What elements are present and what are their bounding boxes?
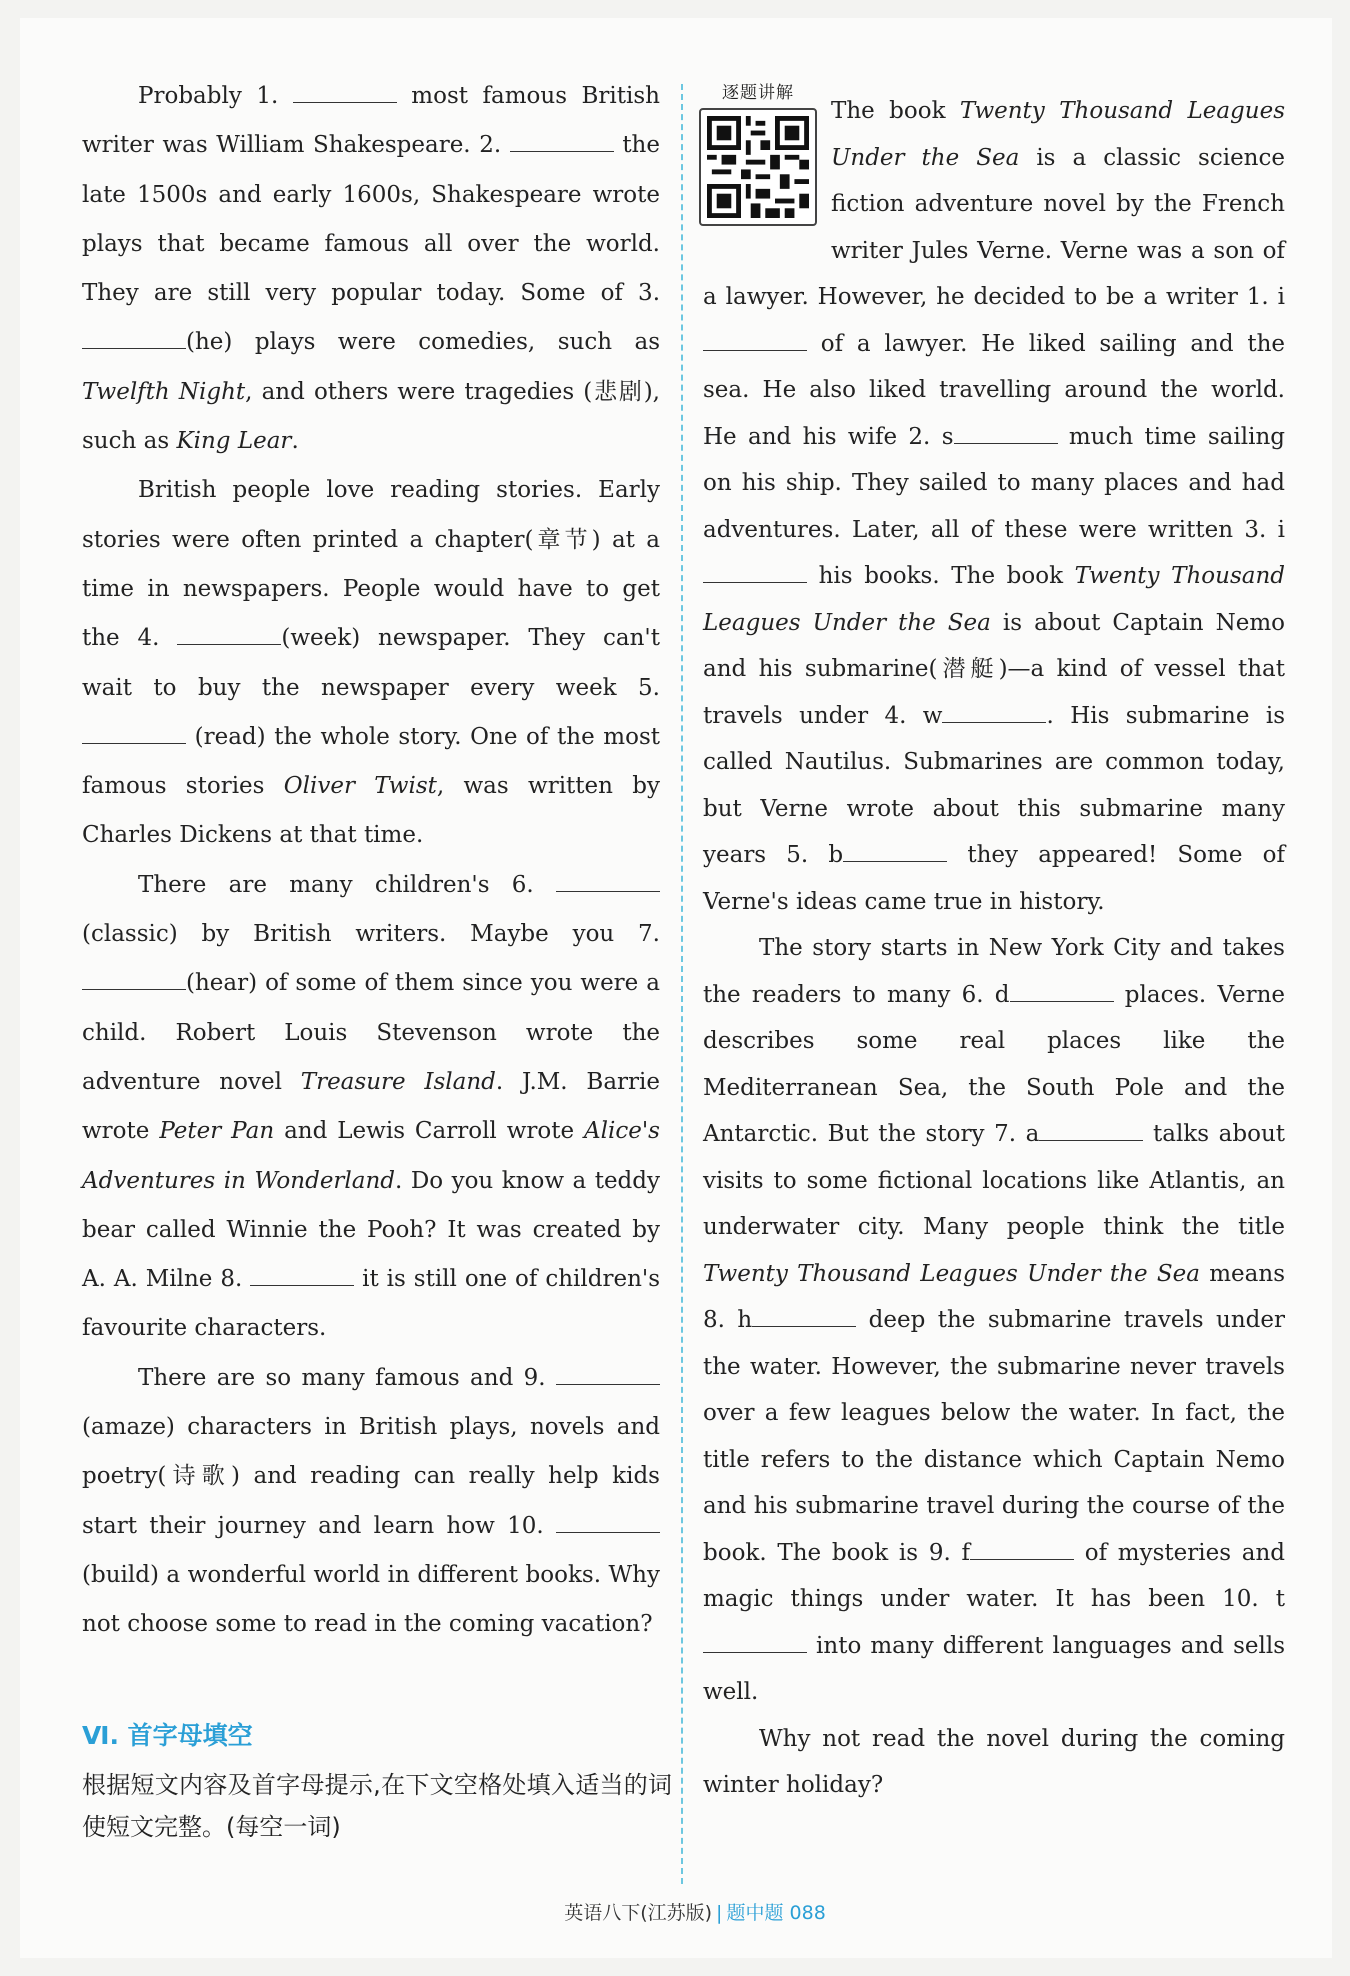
passage-text: (hear) of some of them since you were a child. Robert Louis Stevenson wrote the adventure novel [82, 970, 660, 1095]
answer-blank[interactable] [1039, 1117, 1143, 1141]
footer-separator: | [716, 1902, 723, 1924]
passage-text: most famous British writer was William Shakespeare. 2. [82, 83, 660, 159]
passage-text: . His submarine is called Nautilus. Submarines are common today, but Verne wrote about this submarine many years 5. b [703, 702, 1285, 868]
column-divider [681, 84, 683, 1884]
passage-text: deep the submarine travels under the water. However, the submarine never travels over a few leagues below the water. In fact, the title refers to the distance which Captain Nemo and his submarine travel during the course of the book. The book is 9. f [703, 1307, 1285, 1566]
passage-text: places. Verne describes some real places like the Mediterranean Sea, the South Pole and the Antarctic. But the story 7. a [703, 981, 1285, 1147]
answer-blank[interactable] [942, 699, 1046, 723]
passage-text: means 8. h [703, 1260, 1285, 1333]
passage-paragraph [703, 1716, 1285, 1809]
passage-text: (week) newspaper. They can't wait to buy the newspaper every week 5. [82, 625, 661, 701]
passage-text: , was written by Charles Dickens at that time. [82, 773, 660, 849]
section-title: Ⅵ. 首字母填空 [82, 1721, 253, 1750]
passage-text: and Lewis Carroll wrote [274, 1118, 585, 1145]
answer-blank[interactable] [970, 1536, 1074, 1560]
footer-brand: 题中题 [726, 1902, 784, 1924]
qr-label: 逐题讲解 [722, 83, 794, 103]
passage-text: (classic) by British writers. Maybe you 7. [82, 921, 660, 948]
answer-blank[interactable] [954, 420, 1058, 444]
passage-text: much time sailing on his ship. They sailed to many places and had adventures. Later, all of these were written 3. i [703, 423, 1285, 543]
passage-text: , and others were tragedies (悲剧), such as [82, 378, 660, 455]
passage-paragraph [703, 925, 1285, 1716]
answer-blank[interactable] [293, 79, 397, 103]
passage-text: (build) a wonderful world in different books. Why not choose some to read in the coming vacation? [82, 1561, 660, 1638]
qr-code-block[interactable] [699, 82, 817, 234]
answer-blank[interactable] [510, 128, 614, 152]
answer-blank[interactable] [177, 621, 281, 645]
title-text: Oliver Twist [283, 773, 437, 800]
passage-text: it is still one of children's favourite characters. [82, 1266, 661, 1342]
title-text: Twenty Thousand Leagues Under the Sea [703, 1260, 1200, 1287]
title-text: Peter Pan [159, 1118, 275, 1145]
passage-text: British people love reading stories. Early stories were often printed a chapter(章节) at a time in newspapers. People would have to get the 4. [82, 477, 660, 652]
passage-text: his books. The book [807, 563, 1075, 589]
footer-book-title: 英语八下(江苏版) [564, 1902, 713, 1924]
left-passage [82, 72, 660, 1650]
passage-text: There are so many famous and 9. [138, 1364, 556, 1391]
passage-text: is a classic science fiction adventure novel by the French writer Jules Verne. Verne was a son of a lawyer. However, he decided to be a writer 1. i [703, 144, 1285, 310]
title-text: Twenty Thousand Leagues Under the Sea [703, 563, 1285, 636]
answer-blank[interactable] [752, 1303, 856, 1327]
answer-blank[interactable] [703, 1629, 807, 1653]
passage-text: . [291, 428, 299, 455]
passage-text: The story starts in New York City and takes the readers to many 6. d [703, 935, 1285, 1008]
answer-blank[interactable] [556, 868, 660, 892]
title-text: Alice's Adventures in Wonderland [82, 1118, 660, 1194]
section-instructions: 根据短文内容及首字母提示,在下文空格处填入适当的词使短文完整。(每空一词) [82, 1771, 672, 1841]
passage-text: (amaze) characters in British plays, novels and poetry(诗歌) and reading can really help kids start their journey and learn how 10. [82, 1414, 660, 1539]
page-sheet [20, 18, 1332, 1958]
answer-blank[interactable] [250, 1262, 354, 1286]
passage-paragraph [82, 466, 660, 860]
answer-blank[interactable] [703, 327, 807, 351]
passage-text: into many different languages and sells well. [703, 1632, 1285, 1705]
title-text: King Lear [176, 428, 292, 455]
passage-text: is about Captain Nemo and his submarine(潜艇)—a kind of vessel that travels under 4. w [703, 609, 1285, 729]
title-text: Treasure Island [300, 1068, 496, 1095]
answer-blank[interactable] [843, 838, 947, 862]
passage-text: The book [831, 98, 960, 124]
passage-text: (he) plays were comedies, such as [186, 329, 660, 356]
passage-text: of a lawyer. He liked sailing and the sea. He also liked travelling around the world. He and his wife 2. s [703, 330, 1285, 450]
answer-blank[interactable] [556, 1361, 660, 1385]
passage-text: . Do you know a teddy bear called Winnie the Pooh? It was created by A. A. Milne 8. [82, 1167, 660, 1293]
title-text: Twelfth Night [82, 378, 246, 405]
qr-code-icon[interactable] [699, 108, 817, 226]
passage-text: the late 1500s and early 1600s, Shakespeare wrote plays that became famous all over the world. They are still very popular today. Some of 3. [82, 132, 660, 307]
page-footer [20, 1898, 1350, 1925]
passage-text: they appeared! Some of Verne's ideas came true in history. [703, 842, 1285, 915]
right-passage [703, 83, 1286, 1809]
answer-blank[interactable] [556, 1509, 660, 1533]
passage-text: (read) the whole story. One of the most famous stories [82, 723, 660, 800]
passage-text: Why not read the novel during the coming winter holiday? [703, 1725, 1285, 1798]
answer-blank[interactable] [82, 966, 186, 990]
page-number: 088 [789, 1902, 826, 1924]
passage-paragraph [82, 861, 660, 1354]
passage-paragraph [82, 1354, 660, 1650]
answer-blank[interactable] [703, 559, 807, 583]
passage-text: talks about visits to some fictional locations like Atlantis, an underwater city. Many people think the title [703, 1121, 1286, 1240]
answer-blank[interactable] [82, 720, 186, 744]
answer-blank[interactable] [1010, 978, 1114, 1002]
answer-blank[interactable] [82, 325, 186, 349]
passage-text: There are many children's 6. [138, 871, 556, 898]
passage-paragraph [82, 72, 660, 466]
title-text: Twenty Thousand Leagues Under the Sea [831, 98, 1285, 171]
passage-text: Probably 1. [138, 83, 293, 109]
passage-text: of mysteries and magic things under water. It has been 10. t [703, 1539, 1285, 1612]
passage-text: . J.M. Barrie wrote [82, 1068, 660, 1145]
